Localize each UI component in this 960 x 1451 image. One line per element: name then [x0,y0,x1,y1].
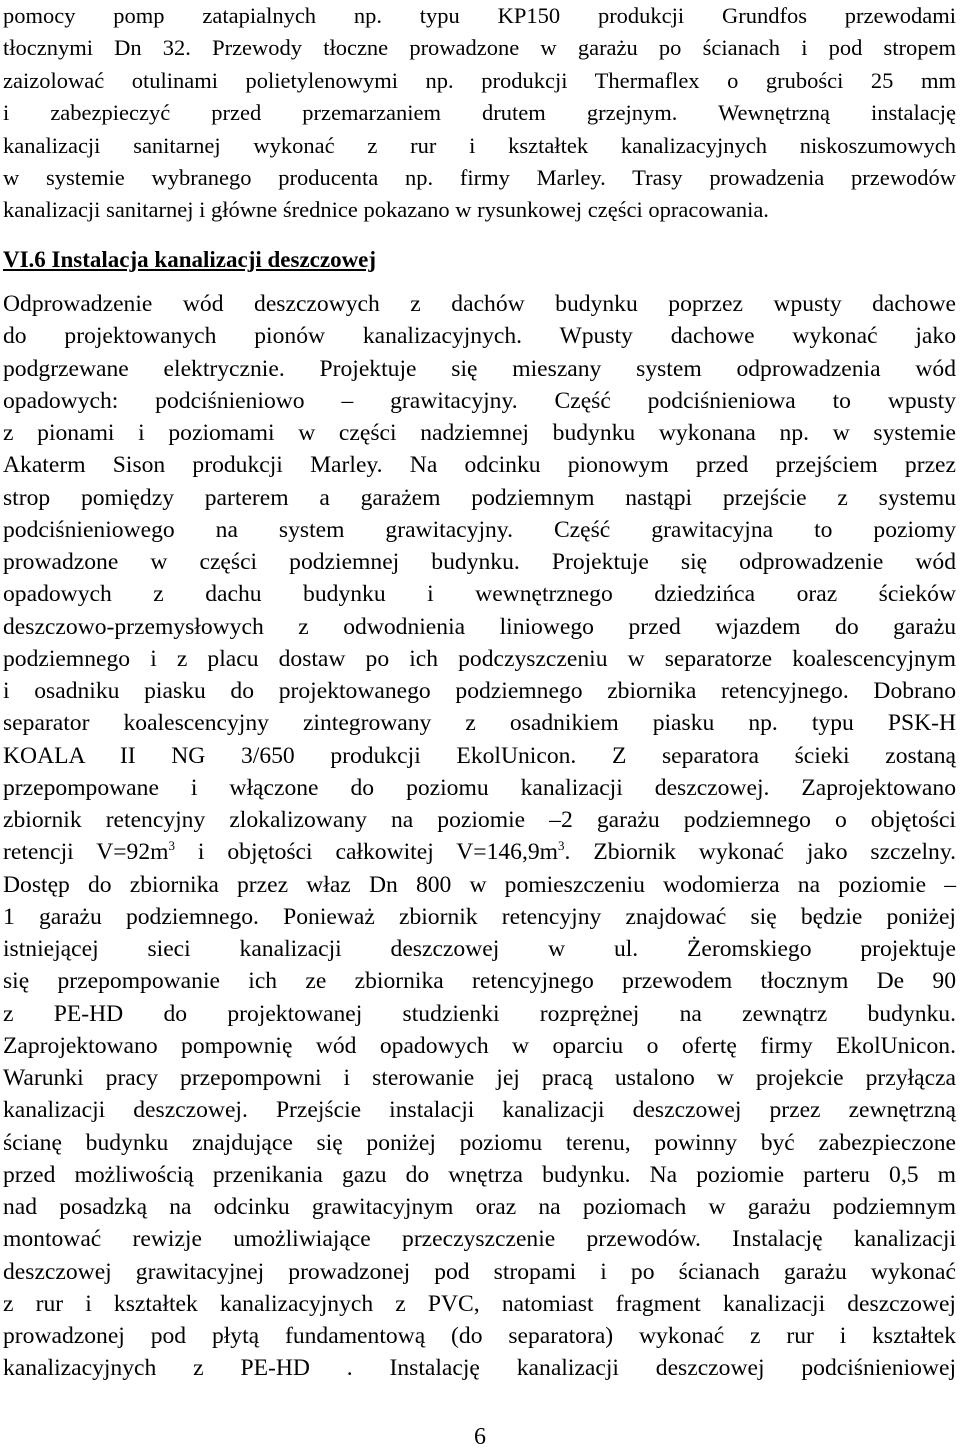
text-line: opadowych: podciśnieniowo – grawitacyjny. Część podciśnieniowa to wpusty [3,387,956,414]
text-line: z pionami i poziomami w części nadziemnej budynku wykonana np. w systemie [3,420,956,446]
text-line: przepompowane i włączone do poziomu kanalizacji deszczowej. Zaprojektowano [3,774,956,801]
text-line: KOALA II NG 3/650 produkcji EkolUnicon. Z separatora ścieki zostaną [3,742,956,769]
text-line: kanalizacyjnych z PE-HD . Instalację kanalizacji deszczowej podciśnieniowej [3,1355,956,1382]
text-line: prowadzonej pod płytą fundamentową (do separatora) wykonać z rur i kształtek [3,1323,956,1349]
text-line: się przepompowanie ich ze zbiornika retencyjnego przewodem tłocznym De 90 [3,968,956,995]
text-line: zbiornik retencyjny zlokalizowany na poziomie –2 garażu podziemnego o objętości [3,807,956,833]
text-line: prowadzone w części podziemnej budynku. Projektuje się odprowadzenie wód [3,549,956,575]
text-line: kanalizacji sanitarnej wykonać z rur i kształtek kanalizacyjnych niskoszumowych [3,132,956,158]
text-line: do projektowanych pionów kanalizacyjnych. Wpusty dachowe wykonać jako [3,323,956,350]
text-line: nad posadzką na odcinku grawitacyjnym oraz na poziomach w garażu podziemnym [3,1194,956,1220]
volume-line [3,836,956,868]
text-line: opadowych z dachu budynku i wewnętrznego dziedzińca oraz ścieków [3,581,956,608]
text-line: montować rewizje umożliwiające przeczyszczenie przewodów. Instalację kanalizacji [3,1226,956,1253]
section-heading: VI.6 Instalacja kanalizacji deszczowej [3,247,377,272]
superscript-3: 3 [168,838,176,854]
text-line: podciśnieniowego na system grawitacyjny. Część grawitacyjna to poziomy [3,516,956,543]
text-line: strop pomiędzy parterem a garażem podziemnym nastąpi przejście z systemu [3,484,956,511]
text-line: pomocy pomp zatapialnych np. typu KP150 produkcji Grundfos przewodami [3,3,956,28]
top-paragraph [3,0,956,227]
text-line: separator koalescencyjny zintegrowany z osadnikiem piasku np. typu PSK-H [3,710,956,737]
text-line: istniejącej sieci kanalizacji deszczowej w ul. Żeromskiego projektuje [3,936,956,962]
text-line: Dostęp do zbiornika przez właz Dn 800 w pomieszczeniu wodomierza na poziomie – [3,871,956,898]
text-line: z PE-HD do projektowanej studzienki rozprężnej na zewnątrz budynku. [3,1000,956,1027]
text-line: przed możliwością przenikania gazu do wnętrza budynku. Na poziomie parteru 0,5 m [3,1161,956,1188]
text-line: ścianę budynku znajdujące się poniżej poziomu terenu, powinny być zabezpieczone [3,1129,956,1156]
page-number: 6 [474,1424,486,1450]
text-line: podgrzewane elektrycznie. Projektuje się mieszany system odprowadzenia wód [3,355,956,382]
text-line: Odprowadzenie wód deszczowych z dachów budynku poprzez wpusty dachowe [3,291,956,317]
text-line: podziemnego i z placu dostaw po ich podczyszczeniu w separatorze koalescencyjnym [3,645,956,672]
text-line: i osadniku piasku do projektowanego podziemnego zbiornika retencyjnego. Dobrano [3,678,956,704]
text-line: w systemie wybranego producenta np. firmy Marley. Trasy prowadzenia przewodów [3,164,956,190]
text-line: kanalizacji deszczowej. Przejście instalacji kanalizacji deszczowej przez zewnętrzną [3,1097,956,1124]
volume-text-1: retencji V=92m [3,839,169,866]
text-line: Zaprojektowano pompownię wód opadowych w oparciu o ofertę firmy EkolUnicon. [3,1032,956,1059]
volume-text-2: i objętości całkowitej V=146,9m [175,839,559,866]
text-line: Akaterm Sison produkcji Marley. Na odcinku pionowym przed przejściem przez [3,452,956,479]
text-line: tłocznymi Dn 32. Przewody tłoczne prowadzone w garażu po ścianach i pod stropem [3,35,956,61]
superscript-3: 3 [558,838,565,854]
text-line: deszczowo-przemysłowych z odwodnienia liniowego przed wjazdem do garażu [3,613,956,640]
section-body [3,288,956,1385]
text-line: Warunki pracy przepompowni i sterowanie jej pracą ustalono w projekcie przyłącza [3,1065,956,1091]
text-line: z rur i kształtek kanalizacyjnych z PVC, natomiast fragment kanalizacji deszczowej [3,1290,956,1317]
text-line: zaizolować otulinami polietylenowymi np. produkcji Thermaflex o grubości 25 mm [3,67,956,93]
volume-text-3: . Zbiornik wykonać jako szczelny. [564,839,956,866]
text-line: kanalizacji sanitarnej i główne średnice pokazano w rysunkowej części opracowania. [3,197,769,223]
text-line: i zabezpieczyć przed przemarzaniem drutem grzejnym. Wewnętrzną instalację [3,100,956,126]
text-line: deszczowej grawitacyjnej prowadzonej pod stropami i po ścianach garażu wykonać [3,1258,956,1285]
text-line: 1 garażu podziemnego. Ponieważ zbiornik retencyjny znajdować się będzie poniżej [3,903,956,930]
